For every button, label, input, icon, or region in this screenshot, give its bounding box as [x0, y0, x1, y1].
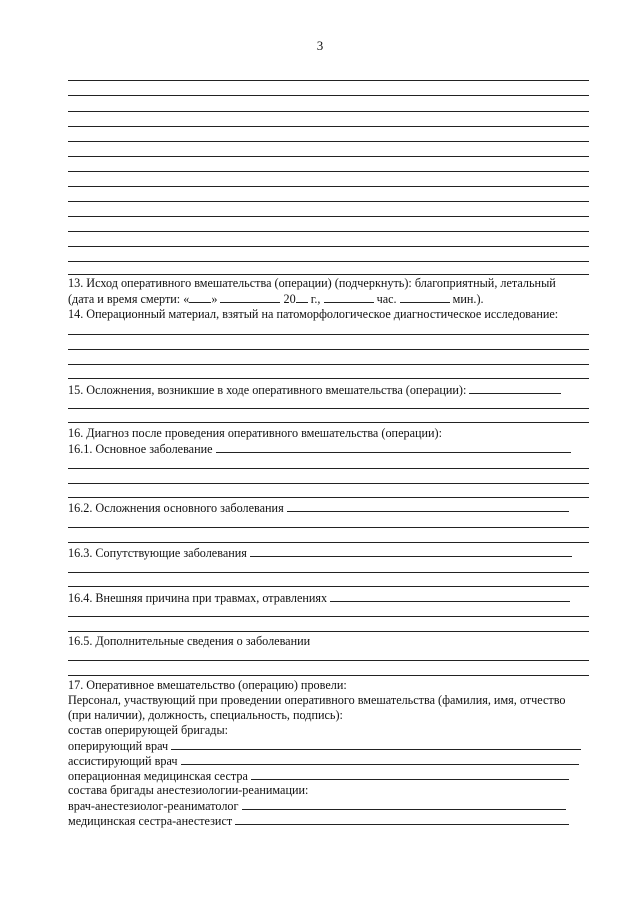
main-disease-extra-line[interactable] [68, 497, 589, 498]
death-minutes-field[interactable] [400, 291, 450, 303]
blank-line[interactable] [68, 186, 589, 187]
anesthesiologist-line: врач-анестезиолог-реаниматолог [68, 798, 566, 813]
additional-info-line[interactable] [68, 675, 589, 676]
concomitant-extra-line[interactable] [68, 586, 589, 587]
intraop-complications-field[interactable] [469, 382, 561, 394]
main-disease-line: 16.1. Основное заболевание [68, 441, 571, 456]
postop-diagnosis-heading: 16. Диагноз после проведения оперативного вмешательства (операции): [68, 426, 442, 440]
concomitant-extra-line[interactable] [68, 572, 589, 573]
assistant-field[interactable] [181, 753, 579, 765]
specimen-line[interactable] [68, 334, 589, 335]
death-month-field[interactable] [220, 291, 280, 303]
blank-line[interactable] [68, 231, 589, 232]
additional-info-line[interactable] [68, 660, 589, 661]
blank-line[interactable] [68, 246, 589, 247]
main-disease-field[interactable] [216, 441, 571, 453]
blank-line[interactable] [68, 126, 589, 127]
anesthesia-team-heading: состава бригады анестезиологии-реанимации: [68, 783, 309, 797]
assistant-line: ассистирующий врач [68, 753, 579, 768]
death-year-field[interactable] [296, 291, 308, 303]
anesthesiologist-field[interactable] [242, 798, 566, 810]
surgeon-line: оперирующий врач [68, 738, 581, 753]
blank-line[interactable] [68, 201, 589, 202]
blank-line[interactable] [68, 80, 589, 81]
external-cause-extra-line[interactable] [68, 631, 589, 632]
outcome-label: 13. Исход оперативного вмешательства (операции) (подчеркнуть): благоприятный, летальный [68, 276, 556, 290]
specimen-line[interactable] [68, 378, 589, 379]
external-cause-line: 16.4. Внешняя причина при травмах, отравлениях [68, 590, 570, 605]
intraop-complications-line: 15. Осложнения, возникшие в ходе оперативного вмешательства (операции): [68, 382, 561, 397]
staff-description-line1: Персонал, участвующий при проведении оперативного вмешательства (фамилия, имя, отчество [68, 693, 566, 707]
intraop-complications-extra-line[interactable] [68, 422, 589, 423]
blank-line[interactable] [68, 95, 589, 96]
external-cause-field[interactable] [330, 590, 570, 602]
death-day-field[interactable] [189, 291, 211, 303]
external-cause-extra-line[interactable] [68, 616, 589, 617]
blank-line[interactable] [68, 111, 589, 112]
disease-complications-extra-line[interactable] [68, 542, 589, 543]
blank-line[interactable] [68, 274, 589, 275]
death-hours-field[interactable] [324, 291, 374, 303]
disease-complications-field[interactable] [287, 500, 569, 512]
specimen-line[interactable] [68, 364, 589, 365]
specimen-label: 14. Операционный материал, взятый на патоморфологическое диагностическое исследование: [68, 307, 559, 321]
operating-team-heading: состав оперирующей бригады: [68, 723, 229, 737]
blank-line[interactable] [68, 216, 589, 217]
staff-description-line2: (при наличии), должность, специальность, подпись): [68, 708, 343, 722]
anesthesia-nurse-field[interactable] [235, 813, 569, 825]
scrub-nurse-line: операционная медицинская сестра [68, 768, 569, 783]
page-number: 3 [316, 38, 324, 53]
blank-line[interactable] [68, 141, 589, 142]
death-datetime-line: (дата и время смерти: « » 20 г., час. мин.). [68, 292, 484, 306]
disease-complications-extra-line[interactable] [68, 527, 589, 528]
specimen-line[interactable] [68, 349, 589, 350]
surgery-team-heading: 17. Оперативное вмешательство (операцию) провели: [68, 678, 347, 692]
surgeon-field[interactable] [171, 738, 581, 750]
intraop-complications-extra-line[interactable] [68, 408, 589, 409]
blank-line[interactable] [68, 171, 589, 172]
concomitant-field[interactable] [250, 545, 572, 557]
additional-info-label: 16.5. Дополнительные сведения о заболевании [68, 634, 311, 648]
blank-line[interactable] [68, 156, 589, 157]
scrub-nurse-field[interactable] [251, 768, 569, 780]
main-disease-extra-line[interactable] [68, 468, 589, 469]
concomitant-line: 16.3. Сопутствующие заболевания [68, 545, 572, 560]
anesthesia-nurse-line: медицинская сестра-анестезист [68, 813, 569, 828]
blank-line[interactable] [68, 261, 589, 262]
main-disease-extra-line[interactable] [68, 483, 589, 484]
disease-complications-line: 16.2. Осложнения основного заболевания [68, 500, 569, 515]
